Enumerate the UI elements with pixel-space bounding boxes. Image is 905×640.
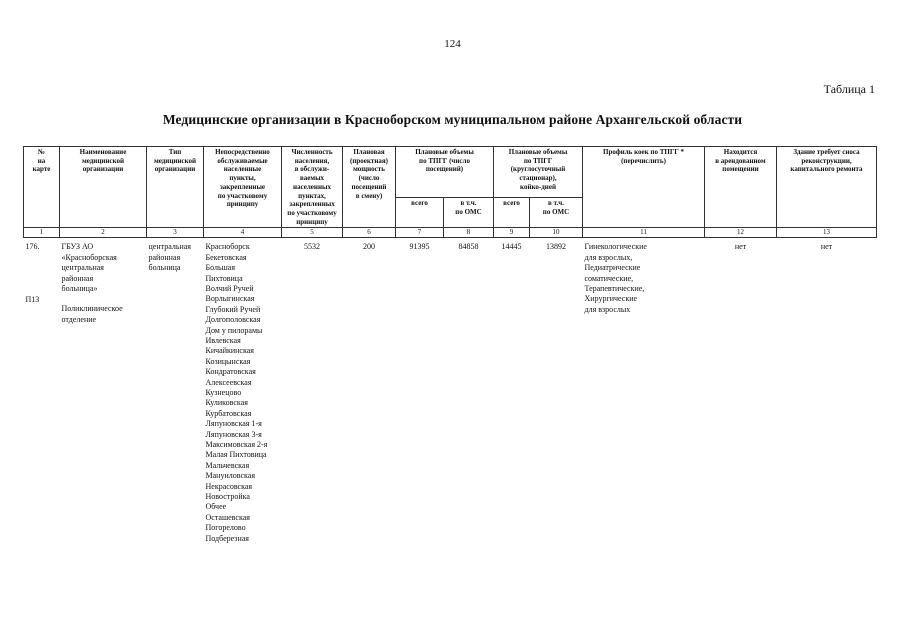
header-map-number: № на карте [24,147,60,228]
list-item: Большая [205,263,236,273]
page-number: 124 [444,38,461,50]
list-item: Ляпуновская 1-я [205,419,262,429]
table-label: Таблица 1 [823,82,875,96]
header-needs-repair: Здание требует сноса реконструкции, капитального ремонта [777,147,877,228]
header-org-name: Наименование медицинской организации [60,147,147,228]
organizations-table [23,146,877,544]
list-item: Обчее [205,502,227,512]
header-row [24,147,877,198]
column-number: 13 [777,228,877,238]
bed-profile-text: Гинекологические для взрослых, Педиатрические соматические, Терапевтические, Хирургические для взрослых [584,242,647,314]
list-item: Дом у пилорамы [205,325,263,335]
list-item: Максимовская 2-я [205,440,268,450]
settlement-list [206,242,280,544]
column-number: 10 [530,228,583,238]
cell-bed-days-oms: 13892 [546,242,566,252]
header-org-type: Тип медицинской организации [147,147,204,228]
column-number: 3 [147,228,204,238]
column-number: 6 [343,228,396,238]
list-item: Некрасовская [205,481,253,491]
list-item: Долгополовская [205,315,261,325]
table-row [24,238,877,544]
column-number: 5 [282,228,343,238]
list-item: Ляпуновская 3-я [205,429,262,439]
list-item: Курбатовская [205,408,252,418]
cell-capacity: 200 [363,242,375,252]
cell-bed-days-total: 14445 [501,242,522,252]
subdivision-name: Поликлиническое отделение [61,304,123,324]
list-item: Куликовская [205,398,248,408]
organization-name: ГБУЗ АО «Красноборская центральная районная больница» [61,242,117,293]
list-item: Мануиловская [205,471,255,481]
header-bed-days-total: всего [494,198,530,228]
header-population: Численность населения, в обслужи- ваемых населенных пунктах, закрепленных по участковому принципу [282,147,343,228]
header-bed-profile: Профиль коек по ТПГГ * (перечислить) [583,147,705,228]
list-item: Ивлевская [205,335,241,345]
list-item: Подберезная [205,533,249,543]
cell-population: 5532 [304,242,320,252]
header-visits-volume: Плановые объемы по ТПГГ (число посещений) [396,147,494,198]
cell-org-name [60,238,147,544]
list-item: Кондратовская [205,367,256,377]
header-bed-days-oms: в т.ч. по ОМС [530,198,583,228]
list-item: Мальчевская [205,460,250,470]
cell-settlements [204,238,282,544]
column-number: 4 [204,228,282,238]
list-item: Алексеевская [205,377,252,387]
cell-bed-profile [583,238,705,544]
column-number: 2 [60,228,147,238]
column-number: 8 [444,228,494,238]
list-item: Пихтовица [205,273,243,283]
list-item: Ворлыгинская [205,294,255,304]
list-item: Козицынская [205,356,251,366]
table-body [24,238,877,544]
document-title: Медицинские организации в Красноборском муниципальном районе Архангельской области [162,112,743,127]
list-item: Кузнецово [205,388,242,398]
cell-needs-repair: нет [820,242,833,252]
list-item: Осташевская [205,512,250,522]
column-number-row [24,228,877,238]
list-item: Малая Пихтовица [205,450,267,460]
header-capacity: Плановая (проектная) мощность (число посещений в смену) [343,147,396,228]
list-item: Волчий Ручей [205,283,254,293]
column-number: 9 [494,228,530,238]
header-visits-total: всего [396,198,444,228]
cell-visits-oms: 84858 [458,242,479,252]
list-item: Глубокий Ручей [205,304,261,314]
list-item: Кичайкинская [205,346,254,356]
header-settlements: Непосредственно обслуживаемые населенные пункты, закрепленные по участковому принципу [204,147,282,228]
header-rented: Находится в арендованном помещении [705,147,777,228]
header-visits-oms: в т.ч. по ОМС [444,198,494,228]
table-header [24,147,877,238]
column-number: 1 [24,228,60,238]
list-item: Бекетовская [205,252,247,262]
cell-rented: нет [734,242,747,252]
header-bed-days-volume: Плановые объемы по ТПГГ (круглосуточный стационар), койко-дней [494,147,583,198]
list-item: Погорелово [205,523,246,533]
row-number: 176. [25,242,40,252]
column-number: 12 [705,228,777,238]
cell-map-number [24,238,60,544]
column-number: 7 [396,228,444,238]
list-item: Новостройка [205,492,250,502]
list-item: Красноборск [205,242,250,252]
cell-visits-total: 91395 [409,242,430,252]
organization-type: центральная районная больница [148,242,191,273]
subdivision-code: П13 [25,294,40,304]
cell-org-type [147,238,204,544]
column-number: 11 [583,228,705,238]
